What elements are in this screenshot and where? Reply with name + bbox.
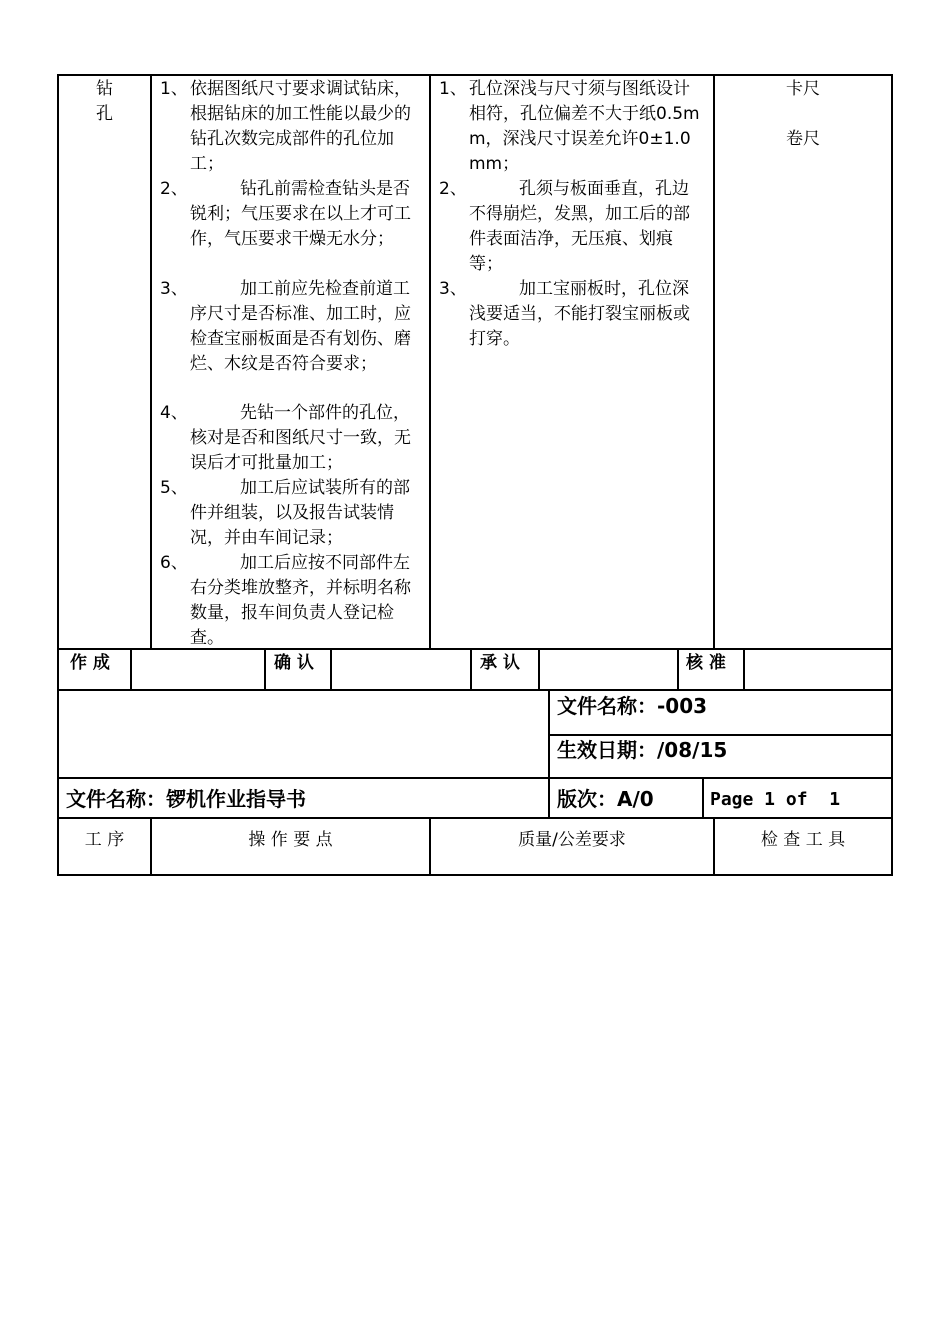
operation-item-2-number: 2、: [160, 179, 188, 199]
process-name-line2: 孔: [96, 104, 113, 124]
document-title: 文件名称：锣机作业指导书: [66, 787, 306, 811]
quality-item-1-number: 1、: [439, 79, 467, 99]
header-quality: 质量/公差要求: [518, 830, 626, 850]
header-operation-points: 操 作 要 点: [248, 830, 333, 850]
col-divider-3: [713, 74, 715, 650]
row-divider-title: [57, 777, 893, 779]
quality-item-2-text: 孔须与板面垂直，孔边不得崩烂，发黑，加工后的部件表面洁净，无压痕、划痕等；: [469, 179, 690, 274]
row-divider-signoff-top: [57, 648, 893, 650]
tool-2: 卷尺: [786, 129, 820, 149]
tool-1: 卡尺: [786, 79, 820, 99]
footer-divider-page: [702, 777, 704, 819]
row-divider-headers: [57, 817, 893, 819]
operation-item-5-text: 加工后应试装所有的部件并组装，以及报告试装情况，并由车间记录；: [190, 478, 410, 548]
quality-item-3-number: 3、: [439, 279, 467, 299]
col-divider-1: [150, 74, 152, 650]
operation-item-4-number: 4、: [160, 403, 188, 423]
page-number: Page 1 of 1: [710, 789, 841, 810]
operation-item-3-text: 加工前应先检查前道工序尺寸是否标准、加工时，应检查宝丽板面是否有划伤、磨烂、木纹是否符合要求；: [190, 279, 411, 374]
file-name-code: 文件名称：-003: [557, 694, 708, 718]
signoff-divider-7: [743, 648, 745, 691]
operation-item-3-number: 3、: [160, 279, 188, 299]
process-name-line1: 钻: [96, 79, 113, 99]
quality-item-3-text: 加工宝丽板时，孔位深浅要适当，不能打裂宝丽板或打穿。: [469, 279, 690, 349]
confirm-label: 确 认: [274, 653, 314, 673]
signoff-divider-2: [264, 648, 266, 691]
operation-item-1-number: 1、: [160, 79, 188, 99]
col-divider-2: [429, 74, 431, 650]
approve-label: 承 认: [480, 653, 520, 673]
operation-item-2-text: 钻孔前需检查钻头是否锐利；气压要求在以上才可工作，气压要求干燥无水分；: [190, 179, 411, 249]
signoff-divider-6: [677, 648, 679, 691]
operation-item-6-number: 6、: [160, 553, 188, 573]
signoff-divider-3: [330, 648, 332, 691]
operation-item-6-text: 加工后应按不同部件左右分类堆放整齐，并标明名称数量，报车间负责人登记检查。: [190, 553, 411, 648]
operation-item-4-text: 先钻一个部件的孔位，核对是否和图纸尺寸一致，无误后才可批量加工；: [190, 403, 411, 473]
table-bottom-border: [57, 874, 893, 876]
version: 版次：A/0: [557, 787, 654, 811]
signoff-divider-4: [470, 648, 472, 691]
made-by-label: 作 成: [70, 653, 110, 673]
signoff-divider-5: [538, 648, 540, 691]
table-right-border: [891, 74, 893, 876]
row-divider-signoff-bottom: [57, 689, 893, 691]
table-top-border: [57, 74, 893, 76]
quality-item-1-text: 孔位深浅与尺寸须与图纸设计相符，孔位偏差不大于纸0.5mm，深浅尺寸误差允许0±1.0mm；: [469, 79, 700, 174]
operation-item-5-number: 5、: [160, 478, 188, 498]
operation-item-1-text: 依据图纸尺寸要求调试钻床，根据钻床的加工性能以最少的钻孔次数完成部件的孔位加工；: [190, 79, 411, 174]
header-tools: 检 查 工 具: [760, 830, 846, 850]
signoff-divider-1: [130, 648, 132, 691]
effective-date: 生效日期：/08/15: [557, 738, 728, 762]
quality-item-2-number: 2、: [439, 179, 467, 199]
footer-divider-main: [548, 689, 550, 819]
table-left-border: [57, 74, 59, 876]
header-process: 工 序: [84, 830, 125, 850]
verify-label: 核 准: [686, 653, 726, 673]
